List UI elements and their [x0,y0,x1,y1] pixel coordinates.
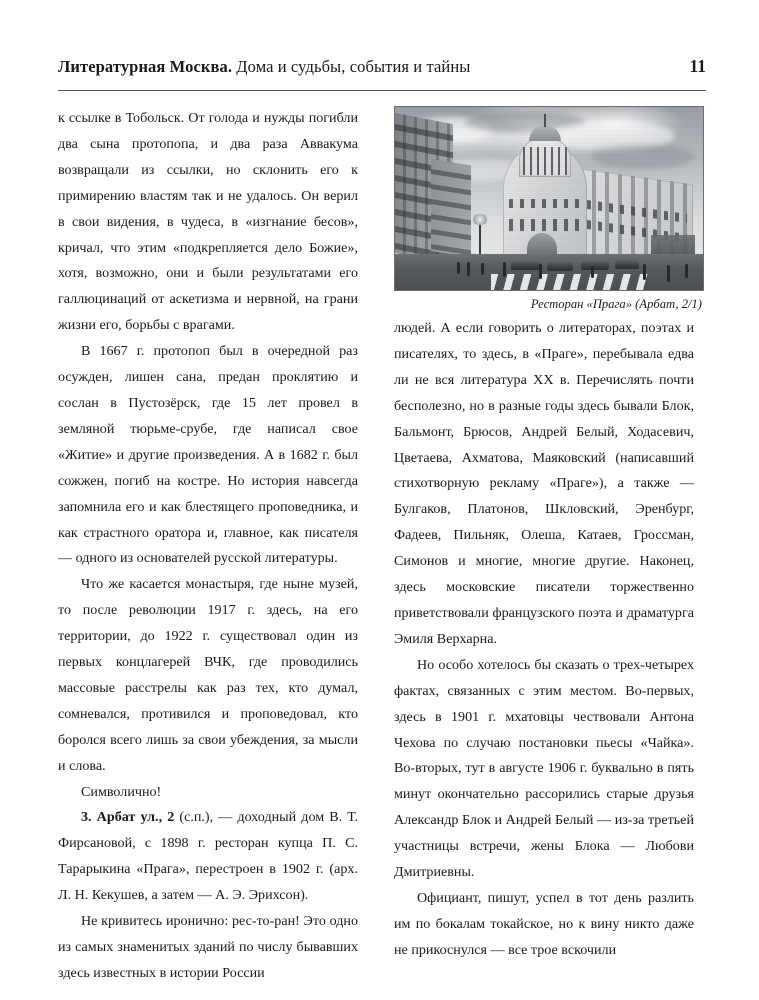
photo-pedestrian [685,264,688,278]
photo-window-row [509,219,581,231]
photo-pedestrian [667,265,670,282]
paragraph: Символично! [81,783,162,800]
photo-car [547,262,573,271]
photo-cloud [591,145,695,169]
running-head-title-bold: Литературная Москва. [58,57,233,76]
photo-crosswalk [491,274,651,290]
paragraph: к ссылке в Тобольск. От голода и нужды погибли два сына протопопа, и два раза Аввакума возвращали из ссылки, но склонить его к примирению властям так и не удалось. Он верил в свои видения, в чудеса, в «изгнание бесов», кричал, что этим «подкрепляется дело Божие», хотя, возможно, они и были результатами его галлюцинаций от аскетизма и нервной, на грани жизни его, борьбы с врагами. [58,110,358,334]
figure-restaurant-praga [394,106,704,314]
paragraph: Официант, пишут, успел в тот день разлить им по бокалам токайское, но к вину никто даже не прикоснулся — все трое вскочили [394,889,694,958]
running-head [58,58,706,88]
photo-window-row [509,199,581,208]
photo-car [581,261,609,270]
header-rule [58,90,706,91]
figure-caption: Ресторан «Прага» (Арбат, 2/1) [530,297,702,311]
paragraph: Не кривитесь иронично: рес-то-ран! Это одно из самых знаменитых зданий по числу бывавших здесь известных в истории России [58,913,358,981]
photo-pedestrian [457,262,460,274]
running-head-title [58,59,470,76]
text-column-left [58,106,358,987]
photograph-restaurant-praga [394,106,704,291]
paragraph-entry-arbat-2 [58,805,358,909]
paragraph: Но особо хотелось бы сказать о трех-четырех фактах, связанных с этим местом. Во-первых, здесь в 1901 г. мхатовцы чествовали Антона Чехова по случаю постановки пьесы «Чайка». Во-вторых, тут в августе 1906 г. буквально в пять минут окончательно рассорились старые друзья Александр Блок и Андрей Белый — из-за третьей участницы встречи, жены Блока — Любови Дмитриевны. [394,656,694,881]
running-head-title-regular: Дома и судьбы, события и тайны [232,57,471,76]
photo-pedestrian [481,263,484,275]
photo-colonnade [523,147,567,175]
photo-pedestrian [643,264,646,280]
photo-left-building-secondary [431,159,471,257]
photo-pedestrian [591,266,594,278]
photo-pedestrian [503,262,506,277]
photo-car [615,260,639,269]
text-column-right [394,106,702,964]
photo-pedestrian [539,264,542,279]
paragraph: Что же касается монастыря, где ныне музей, то после революции 1917 г. здесь, на его территории, до 1922 г. существовал один из первых концлагерей ВЧК, где проводились массовые расстрелы как раз тех, кто думал, сомневался, противился и проповедовал, кто боролся всего лишь за свои убеждения, за мысли и слова. [58,576,358,774]
paragraph: людей. А если говорить о литераторах, поэтах и писателях, то здесь, в «Праге», перебывала едва ли не вся литература XX в. Перечислять почти бесполезно, но в разные годы здесь бывали Блок, Бальмонт, Брюсов, Андрей Белый, Ходасевич, Цветаева, Ахматова, Маяковский (написавший стихотворную рекламу «Праге»), а также — Булгаков, Платонов, Шкловский, Эренбург, Фадеев, Пильняк, Олеша, Катаев, Гроссман, Симонов и многие, многие другие. Наконец, здесь московские писатели торжественно приветствовали французского поэта и драматурга Эмиля Верхарна. [394,320,694,647]
paragraph: В 1667 г. протопоп был в очередной раз осужден, лишен сана, предан проклятию и сослан в Пустозёрск, где 15 лет провел в земляной тюрьме-срубе, где написал свое «Житие» и другие произведения. А в 1682 г. был сожжен, погиб на костре. Но история навсегда запомнила его и как блестящего проповедника, и как страстного оратора и, главное, как писателя — одного из основателей русской литературы. [58,343,358,567]
page-number: 11 [689,56,706,76]
photo-car [511,261,541,270]
photo-pedestrian [467,262,470,276]
entry-heading-bold: 3. Арбат ул., 2 [81,809,175,826]
entry-body: (с.п.), — доходный дом В. Т. Фирсановой, с 1898 г. ресторан купца П. С. Тарарыкина «Прага», перестроен в 1902 г. (арх. Л. Н. Кекушев, а затем — А. Э. Эрихсон). [58,809,358,904]
photo-spire [544,114,546,127]
